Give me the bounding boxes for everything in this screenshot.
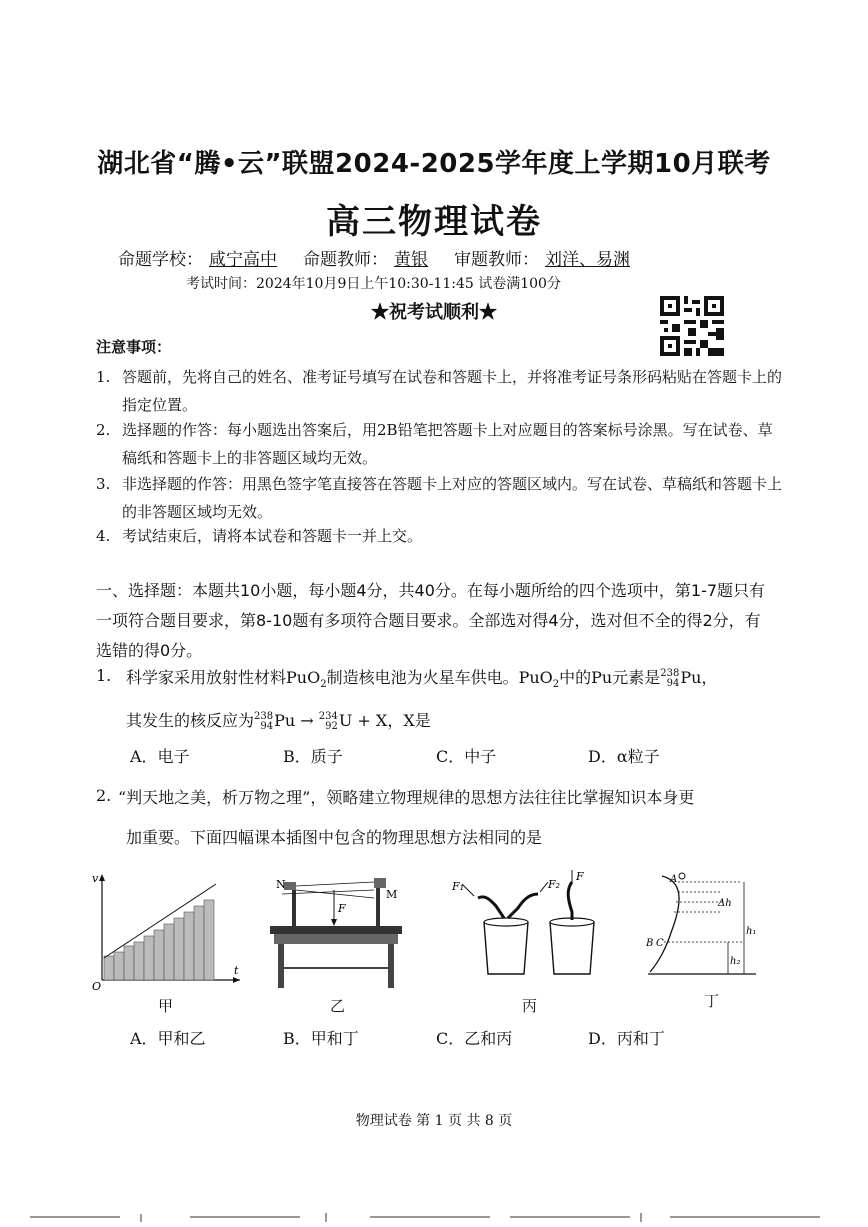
question-2-line2: 加重要。下面四幅课本插图中包含的物理思想方法相同的是	[126, 828, 543, 847]
notice-num: 3.	[96, 475, 111, 493]
author-label: 命题教师：	[303, 250, 388, 270]
mirror-n-label: N	[276, 878, 286, 891]
notice-item	[96, 522, 786, 550]
axis-v-label: v	[92, 872, 99, 885]
q1-text-b: 制造核电池为火星车供电。PuO	[326, 668, 553, 687]
q1-text-c: 中的Pu元素是	[559, 668, 661, 687]
isotope-pu	[660, 669, 679, 689]
figure-yi-label: 乙	[330, 997, 346, 1015]
figure-bing	[448, 868, 608, 993]
notice-item	[96, 363, 786, 419]
q1-text-d: Pu，	[680, 668, 718, 687]
figure-ding-label: 丁	[704, 992, 720, 1010]
notice-heading: 注意事项：	[96, 338, 172, 356]
q1-sub: 2	[320, 679, 327, 691]
notice-text: 选择题的作答：每小题选出答案后，用2B铅笔把答题卡上对应题目的答案标号涂黑。写在试卷、草稿纸和答题卡上的非答题区域均无效。	[122, 421, 773, 467]
axis-t-label: t	[234, 964, 239, 977]
qr-code-icon	[660, 296, 724, 356]
origin-label: O	[92, 980, 102, 993]
option-b: B．质子	[283, 747, 343, 766]
exam-meta	[118, 245, 636, 270]
question-1-line1	[126, 666, 776, 697]
atomic-number: 92	[325, 720, 338, 732]
exam-time: 考试时间：2024年10月9日上午10:30-11:45 试卷满100分	[186, 276, 561, 292]
section-instructions: 一、选择题：本题共10小题，每小题4分，共40分。在每小题所给的四个选项中，第1-7题只有一项符合题目要求，第8-10题有多项符合题目要求。全部选对得4分，选对但不全的得2分，有选错的得0分。	[96, 581, 766, 660]
question-1	[96, 666, 776, 733]
force-f-label: F	[338, 902, 346, 915]
figure-jia	[92, 868, 242, 993]
point-b-label: B	[646, 938, 654, 949]
reviewer-name: 刘洋、易渊	[545, 250, 630, 270]
exam-title: 湖北省“腾•云”联盟2024-2025学年度上学期10月联考	[97, 149, 771, 179]
notice-text: 答题前，先将自己的姓名、准考证号填写在试卷和答题卡上，并将准考证号条形码粘贴在答题卡上的指定位置。	[122, 368, 783, 414]
option-c: C．乙和丙	[436, 1029, 513, 1048]
q1-text-a: 科学家采用放射性材料PuO	[126, 668, 321, 687]
atomic-number: 94	[666, 677, 680, 689]
h1-label: h₁	[746, 926, 757, 937]
mass-number: 238	[660, 667, 680, 679]
notice-text: 非选择题的作答：用黑色签字笔直接答在答题卡上对应的答题区域内。写在试卷、草稿纸和答题卡上的非答题区域均无效。	[122, 475, 783, 521]
atomic-number: 94	[260, 720, 274, 732]
option-a: A．甲和乙	[130, 1029, 206, 1048]
isotope-pu	[254, 712, 273, 732]
q1-sub: 2	[552, 679, 560, 691]
force-f1-label: F₁	[452, 880, 465, 893]
school-name: 咸宁高中	[209, 250, 277, 270]
notice-item	[96, 470, 786, 526]
q1-text-g: U + X，X是	[338, 711, 431, 731]
question-2-line1: “判天地之美，析万物之理”，领略建立物理规律的思想方法往往比掌握知识本身更	[118, 788, 695, 807]
force-f2-label: F₂	[548, 878, 561, 891]
q1-text-f: Pu →	[274, 711, 319, 731]
delta-h-label: Δh	[718, 898, 732, 909]
q1-text-e: 其发生的核反应为	[126, 711, 255, 731]
h2-label: h₂	[730, 956, 741, 967]
reviewer-label: 审题教师：	[454, 250, 539, 270]
mass-number: 238	[254, 710, 274, 722]
mirror-m-label: M	[386, 888, 398, 901]
question-1-line2	[126, 709, 776, 733]
good-luck-banner: ★祝考试顺利★	[371, 302, 497, 323]
force-f-label: F	[576, 870, 584, 883]
point-c-label: C	[656, 938, 664, 949]
option-b: B．甲和丁	[283, 1029, 359, 1048]
author-name: 黄银	[394, 250, 428, 270]
figure-jia-label: 甲	[158, 997, 174, 1015]
figure-ding	[632, 868, 762, 980]
mass-number: 234	[318, 710, 338, 722]
point-a-label: A	[670, 874, 678, 885]
notice-num: 4.	[96, 527, 111, 545]
isotope-u	[319, 712, 338, 732]
option-a: A．电子	[130, 747, 190, 766]
option-d: D．α粒子	[588, 747, 660, 766]
notice-num: 2.	[96, 421, 111, 439]
notice-text: 考试结束后，请将本试卷和答题卡一并上交。	[122, 527, 423, 545]
school-label: 命题学校：	[118, 250, 203, 270]
question-number: 2.	[96, 786, 112, 805]
figure-yi	[262, 868, 412, 993]
notice-item	[96, 416, 786, 472]
scan-artifact	[20, 1212, 850, 1222]
option-d: D．丙和丁	[588, 1029, 665, 1048]
notice-num: 1.	[96, 368, 111, 386]
page-footer: 物理试卷 第 1 页 共 8 页	[355, 1113, 513, 1129]
subject-title: 高三物理试卷	[326, 202, 542, 242]
option-c: C．中子	[436, 747, 497, 766]
question-number: 1.	[96, 666, 112, 685]
question-2	[96, 786, 776, 850]
figure-bing-label: 丙	[522, 997, 538, 1015]
